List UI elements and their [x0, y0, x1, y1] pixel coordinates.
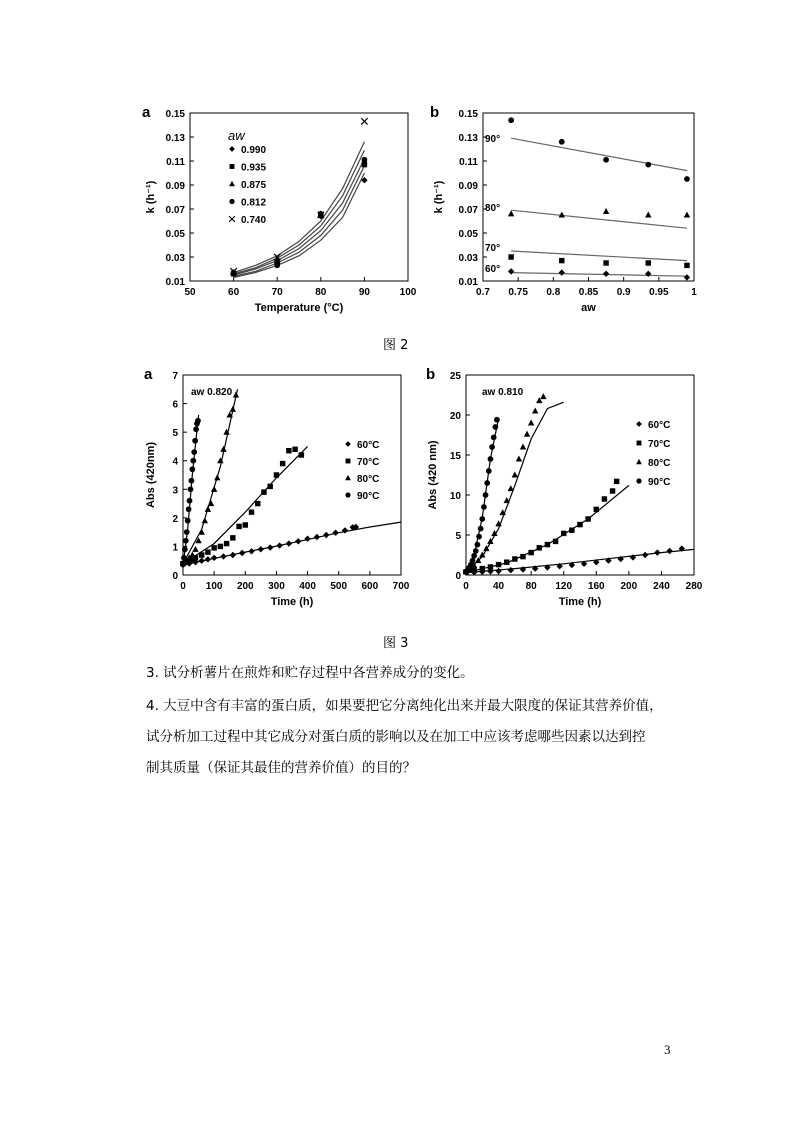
- y-tick-label: 0.09: [458, 181, 478, 192]
- data-point: [569, 527, 574, 532]
- data-point: [304, 536, 310, 542]
- data-point: [191, 449, 197, 455]
- data-point: [496, 562, 501, 567]
- legend-marker: [229, 181, 235, 186]
- data-point: [508, 485, 514, 491]
- data-point: [512, 471, 518, 477]
- x-tick-label: 0.9: [616, 287, 631, 298]
- x-tick-label: 0: [463, 581, 469, 592]
- data-point: [185, 518, 191, 524]
- data-point: [484, 480, 490, 486]
- x-tick-label: 1: [691, 287, 697, 298]
- x-tick-label: 280: [685, 581, 703, 592]
- data-point: [492, 424, 498, 430]
- data-point: [189, 478, 195, 484]
- data-point: [230, 552, 236, 558]
- x-tick-label: 80: [525, 581, 537, 592]
- legend-label: 0.812: [241, 197, 267, 209]
- legend-marker: [229, 216, 235, 222]
- data-point: [520, 554, 525, 559]
- x-tick-label: 160: [587, 581, 605, 592]
- x-axis-label: aw: [581, 302, 596, 314]
- data-point: [476, 534, 482, 540]
- data-point: [181, 555, 187, 561]
- fit-curve: [511, 251, 687, 261]
- x-axis-label: Time (h): [270, 596, 314, 608]
- data-point: [267, 544, 273, 550]
- x-tick-label: 50: [184, 287, 196, 298]
- y-tick-label: 0.13: [458, 133, 478, 144]
- data-point: [508, 254, 513, 259]
- y-tick-label: 6: [172, 399, 178, 411]
- question-4-line-3: 制其质量（保证其最佳的营养价值）的目的？: [146, 760, 416, 776]
- data-point: [198, 558, 204, 564]
- data-point: [362, 157, 368, 163]
- y-tick-label: 15: [449, 451, 461, 462]
- legend-marker: [637, 441, 642, 446]
- x-tick-label: 600: [361, 581, 379, 592]
- x-tick-label: 100: [399, 287, 417, 298]
- data-point: [205, 556, 211, 562]
- data-point: [475, 542, 481, 548]
- data-point: [645, 211, 651, 217]
- data-point: [342, 527, 348, 533]
- data-point: [495, 568, 501, 574]
- data-point: [332, 530, 338, 536]
- y-tick-label: 10: [449, 491, 461, 502]
- data-point: [255, 501, 260, 506]
- legend-label: 90°C: [357, 491, 380, 502]
- data-point: [299, 452, 304, 457]
- data-point: [516, 455, 522, 461]
- x-tick-label: 0.7: [476, 287, 490, 298]
- legend-label: 0.935: [241, 162, 267, 174]
- data-point: [190, 458, 196, 464]
- data-point: [602, 496, 607, 501]
- data-point: [646, 260, 651, 265]
- data-point: [230, 406, 236, 412]
- data-point: [559, 258, 564, 263]
- data-point: [478, 526, 484, 532]
- legend-label: 80°C: [648, 458, 671, 469]
- y-tick-label: 0.09: [165, 181, 185, 192]
- data-point: [524, 431, 530, 437]
- legend-label: 90°C: [648, 477, 671, 488]
- data-point: [187, 498, 193, 504]
- y-tick-label: 5: [455, 531, 461, 542]
- chart-annotation: aw 0.810: [482, 387, 524, 398]
- data-point: [233, 391, 239, 397]
- legend-label: 0.990: [241, 145, 267, 156]
- data-point: [202, 517, 208, 523]
- figure-3a-chart: [142, 362, 414, 622]
- data-point: [274, 263, 280, 269]
- data-point: [642, 552, 648, 558]
- y-tick-label: 0.07: [165, 205, 185, 216]
- legend-marker: [229, 199, 234, 204]
- x-tick-label: 300: [268, 581, 285, 592]
- data-point: [508, 210, 514, 216]
- panel-label: a: [144, 366, 153, 383]
- data-point: [512, 556, 517, 561]
- y-tick-label: 0.07: [458, 205, 478, 216]
- y-axis-label: k (h⁻¹): [433, 180, 445, 214]
- x-tick-label: 60: [228, 287, 240, 298]
- legend-marker: [636, 459, 642, 464]
- data-point: [198, 529, 204, 535]
- x-tick-label: 240: [653, 581, 670, 592]
- data-point: [182, 546, 188, 552]
- y-tick-label: 2: [172, 513, 178, 525]
- data-point: [280, 461, 285, 466]
- y-tick-label: 0: [455, 571, 461, 582]
- data-point: [184, 529, 190, 535]
- legend-marker: [636, 478, 641, 483]
- series-annotation: 80°: [485, 203, 501, 214]
- data-point: [528, 550, 533, 555]
- legend-marker: [636, 421, 642, 427]
- data-point: [186, 506, 192, 512]
- legend-label: 80°C: [357, 474, 380, 485]
- panel-label: b: [430, 104, 440, 121]
- panel-label: b: [426, 366, 436, 383]
- fit-curve: [511, 138, 687, 170]
- data-point: [666, 548, 672, 554]
- data-point: [236, 524, 241, 529]
- data-point: [183, 538, 189, 544]
- data-point: [540, 393, 546, 399]
- x-axis-label: Time (h): [558, 596, 602, 608]
- data-point: [559, 269, 565, 275]
- data-point: [189, 466, 195, 472]
- data-point: [292, 447, 297, 452]
- x-tick-label: 0.75: [508, 287, 528, 298]
- data-point: [483, 492, 489, 498]
- data-point: [559, 211, 565, 217]
- figure-3b-chart: [424, 362, 703, 622]
- data-point: [224, 541, 229, 546]
- y-tick-label: 0.03: [458, 253, 478, 264]
- data-point: [286, 448, 291, 453]
- data-point: [249, 509, 254, 514]
- data-point: [508, 567, 514, 573]
- data-point: [489, 444, 495, 450]
- data-point: [248, 548, 254, 554]
- figure-2-caption: 图 2: [383, 338, 409, 353]
- data-point: [274, 472, 279, 477]
- plot-area: [508, 117, 690, 280]
- data-point: [286, 540, 292, 546]
- question-4-line-1: 4. 大豆中含有丰富的蛋白质，如果要把它分离纯化出来并最大限度的保证其营养价值，: [146, 698, 663, 714]
- data-point: [528, 419, 534, 425]
- data-point: [603, 157, 609, 163]
- data-point: [473, 548, 479, 554]
- x-tick-label: 500: [330, 581, 348, 592]
- data-point: [258, 546, 264, 552]
- page-number: 3: [664, 1042, 671, 1057]
- data-point: [603, 260, 608, 265]
- data-point: [577, 522, 582, 527]
- legend-marker: [229, 146, 235, 152]
- x-tick-label: 400: [299, 581, 316, 592]
- data-point: [684, 274, 690, 280]
- y-tick-label: 0.13: [165, 133, 185, 144]
- data-point: [361, 118, 367, 124]
- y-tick-label: 0.01: [458, 277, 478, 288]
- legend-marker: [345, 475, 351, 480]
- x-tick-label: 0: [180, 581, 186, 592]
- question-3: 3. 试分析薯片在煎炸和贮存过程中各营养成分的变化。: [146, 665, 474, 681]
- data-point: [239, 550, 245, 556]
- y-tick-label: 4: [172, 456, 178, 468]
- data-point: [295, 538, 301, 544]
- y-tick-label: 0.01: [165, 277, 185, 288]
- data-point: [323, 532, 329, 538]
- data-point: [193, 426, 199, 432]
- data-point: [189, 551, 195, 557]
- y-tick-label: 0.11: [459, 157, 478, 168]
- data-point: [195, 418, 201, 424]
- data-point: [610, 488, 615, 493]
- data-point: [585, 516, 590, 521]
- question-4-line-2: 试分析加工过程中其它成分对蛋白质的影响以及在加工中应该考虑哪些因素以达到控: [146, 729, 646, 745]
- data-point: [684, 263, 689, 268]
- y-tick-label: 20: [449, 411, 461, 422]
- data-point: [188, 486, 194, 492]
- legend-label: 0.875: [241, 180, 267, 191]
- data-point: [594, 507, 599, 512]
- plot-frame: [466, 375, 694, 575]
- x-tick-label: 200: [620, 581, 638, 592]
- data-point: [553, 539, 558, 544]
- y-axis-label: Abs (420 nm): [427, 440, 439, 510]
- y-tick-label: 0.11: [166, 157, 185, 168]
- data-point: [479, 516, 485, 522]
- y-axis-label: k (h⁻¹): [145, 180, 157, 214]
- y-tick-label: 0.03: [165, 253, 185, 264]
- data-point: [230, 535, 235, 540]
- data-point: [561, 531, 566, 536]
- y-tick-label: 0.05: [458, 229, 478, 240]
- chart-annotation: aw 0.820: [191, 387, 233, 398]
- data-point: [684, 176, 690, 182]
- x-tick-label: 0.95: [649, 287, 669, 298]
- fit-curve: [511, 273, 687, 277]
- x-tick-label: 90: [358, 287, 370, 298]
- data-point: [486, 468, 492, 474]
- data-point: [220, 553, 226, 559]
- data-point: [603, 271, 609, 277]
- legend-label: 60°C: [357, 440, 380, 451]
- x-tick-label: 0.8: [546, 287, 561, 298]
- data-point: [276, 542, 282, 548]
- y-axis-label: Abs (420nm): [145, 441, 157, 509]
- y-tick-label: 0: [172, 571, 178, 582]
- y-tick-label: 3: [172, 485, 178, 497]
- data-point: [211, 555, 217, 561]
- y-tick-label: 0.15: [165, 109, 185, 120]
- legend-label: 60°C: [648, 420, 671, 431]
- x-tick-label: 80: [315, 287, 327, 298]
- data-point: [559, 139, 565, 145]
- data-point: [491, 435, 497, 441]
- legend-marker: [345, 441, 351, 447]
- y-tick-label: 25: [449, 371, 461, 382]
- data-point: [532, 407, 538, 413]
- data-point: [243, 522, 248, 527]
- y-tick-label: 7: [172, 371, 178, 382]
- legend-marker: [345, 492, 350, 497]
- x-axis-label: Temperature (°C): [254, 302, 344, 314]
- x-tick-label: 120: [555, 581, 573, 592]
- y-tick-label: 1: [172, 542, 178, 554]
- data-point: [267, 484, 272, 489]
- data-point: [488, 564, 493, 569]
- x-tick-label: 40: [493, 581, 505, 592]
- y-tick-label: 5: [172, 428, 178, 440]
- data-point: [508, 117, 514, 123]
- data-point: [684, 211, 690, 217]
- x-tick-label: 200: [236, 581, 254, 592]
- data-point: [214, 474, 220, 480]
- data-point: [199, 552, 204, 557]
- data-point: [494, 417, 500, 423]
- series-annotation: 60°: [485, 264, 501, 275]
- data-point: [614, 479, 619, 484]
- data-point: [537, 545, 542, 550]
- data-point: [218, 544, 223, 549]
- y-tick-label: 0.05: [165, 229, 185, 240]
- data-point: [508, 268, 514, 274]
- data-point: [504, 559, 509, 564]
- legend-marker: [346, 459, 351, 464]
- data-point: [545, 542, 550, 547]
- data-point: [654, 549, 660, 555]
- x-tick-label: 0.85: [578, 287, 599, 298]
- data-point: [480, 566, 485, 571]
- data-point: [205, 549, 210, 554]
- data-point: [603, 208, 609, 214]
- fit-curve: [466, 418, 499, 572]
- data-point: [192, 438, 198, 444]
- data-point: [205, 506, 211, 512]
- figure-3-caption: 图 3: [383, 636, 409, 651]
- panel-label: a: [142, 104, 151, 121]
- data-point: [192, 546, 198, 552]
- data-point: [488, 456, 494, 462]
- data-point: [481, 504, 487, 510]
- series-annotation: 70°: [485, 243, 501, 254]
- data-point: [208, 500, 214, 506]
- data-point: [211, 545, 216, 550]
- legend-label: 70°C: [648, 439, 671, 450]
- legend-title: aw: [228, 128, 245, 143]
- data-point: [220, 446, 226, 452]
- data-point: [261, 489, 266, 494]
- x-tick-label: 700: [392, 581, 410, 592]
- legend-label: 0.740: [241, 215, 267, 226]
- figure-2a-chart: [140, 100, 420, 330]
- legend-label: 70°C: [357, 457, 380, 468]
- fit-curve: [511, 210, 687, 228]
- x-tick-label: 100: [205, 581, 223, 592]
- figure-2b-chart: [428, 100, 703, 330]
- x-tick-label: 70: [271, 287, 283, 298]
- data-point: [211, 486, 217, 492]
- legend-marker: [230, 164, 235, 169]
- data-point: [520, 443, 526, 449]
- data-point: [180, 561, 186, 567]
- y-tick-label: 0.15: [458, 109, 478, 120]
- data-point: [645, 162, 651, 168]
- data-point: [314, 534, 320, 540]
- series-annotation: 90°: [485, 134, 501, 145]
